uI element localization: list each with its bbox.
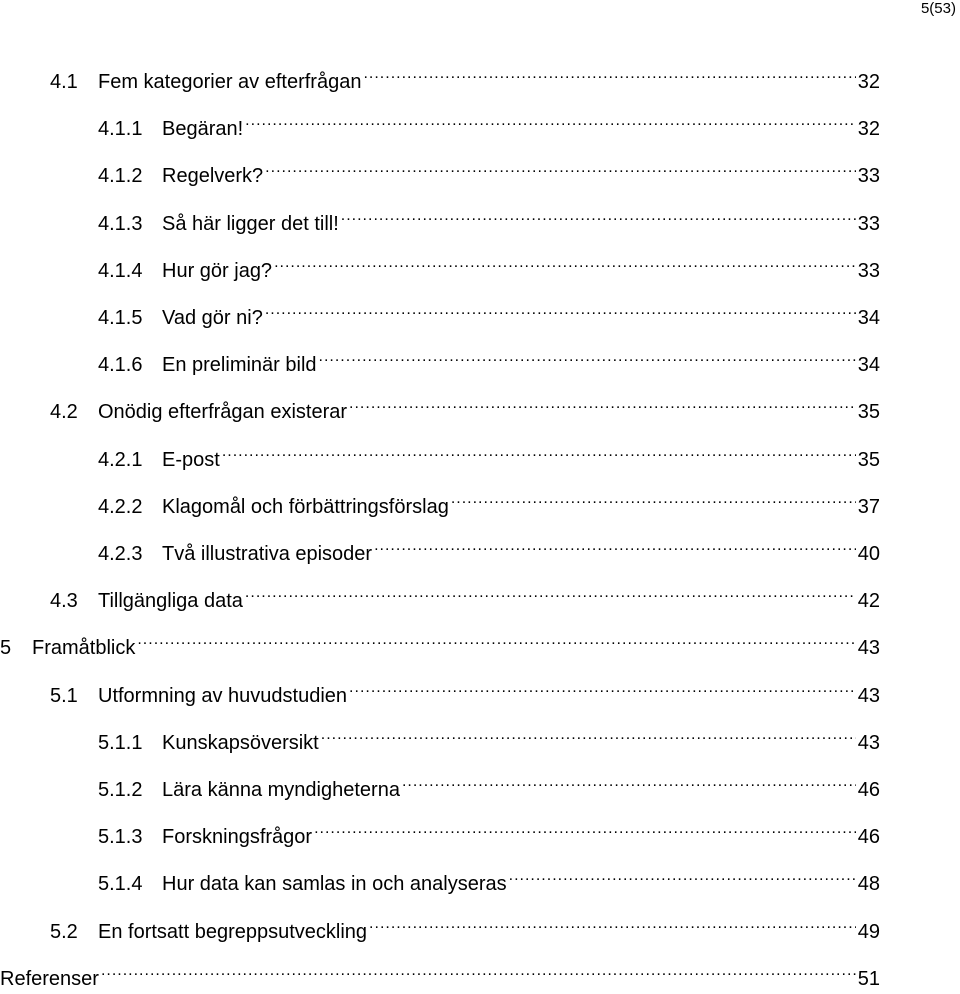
toc-entry-title: En fortsatt begreppsutveckling [98, 920, 368, 943]
toc-dot-leader [374, 530, 856, 560]
toc-dot-leader [402, 766, 856, 796]
toc-entry-page: 51 [857, 967, 880, 990]
toc-dot-leader [314, 813, 856, 843]
toc-entry-title: Klagomål och förbättringsförslag [162, 495, 449, 518]
toc-entry-page: 46 [857, 779, 880, 801]
toc-dot-leader [222, 436, 856, 466]
toc-entry-number: 4.1.2 [98, 165, 143, 188]
toc-entry-title: Begäran! [162, 118, 244, 141]
toc-entry-title: Lära känna myndigheterna [162, 779, 400, 801]
toc-entry-page: 40 [857, 543, 880, 565]
toc-entry-title: Forskningsfrågor [162, 826, 313, 849]
toc-dot-leader [245, 105, 856, 135]
toc-entry-page: 32 [857, 71, 880, 93]
toc-entry[interactable] [50, 58, 880, 93]
toc-entry-page: 34 [857, 307, 880, 329]
toc-dot-leader [265, 294, 856, 324]
toc-entry-title: Referenser [0, 967, 99, 990]
toc-entry-title: Hur data kan samlas in och analyseras [162, 873, 507, 896]
toc-entry[interactable] [98, 341, 880, 377]
toc-entry-title: E-post [162, 448, 220, 471]
toc-entry[interactable] [98, 294, 880, 329]
toc-entry-title: Onödig efterfrågan existerar [98, 401, 348, 424]
toc-entry[interactable] [0, 955, 880, 990]
toc-dot-leader [349, 388, 856, 418]
toc-dot-leader [265, 152, 856, 182]
toc-entry-number: 4.1.1 [98, 118, 143, 141]
toc-entry-number: 4.3 [50, 590, 78, 613]
toc-entry-title: Vad gör ni? [162, 307, 263, 329]
toc-entry[interactable] [98, 860, 880, 896]
toc-entry[interactable] [50, 388, 880, 424]
toc-entry-number: 5.1 [50, 684, 78, 707]
toc-entry-page: 32 [857, 118, 880, 141]
toc-entry-number: 5.1.3 [98, 826, 143, 849]
toc-dot-leader [341, 200, 856, 230]
toc-dot-leader [321, 719, 856, 749]
toc-entry-number: 4.1.5 [98, 307, 143, 329]
toc-entry-number: 4.2.1 [98, 448, 143, 471]
toc-entry[interactable] [98, 247, 880, 282]
toc-entry-number: 4.1.4 [98, 259, 143, 282]
toc-dot-leader [101, 955, 856, 985]
toc-entry-title: Utformning av huvudstudien [98, 684, 348, 707]
toc-entry-page: 33 [857, 212, 880, 235]
toc-entry[interactable] [98, 200, 880, 235]
toc-entry-number: 5.1.4 [98, 873, 143, 896]
toc-entry-page: 43 [857, 684, 880, 707]
toc-entry[interactable] [98, 152, 880, 188]
toc-dot-leader [137, 624, 855, 654]
toc-dot-leader [509, 860, 856, 890]
toc-dot-leader [363, 58, 855, 88]
toc-entry-title: Kunskapsöversikt [162, 731, 319, 754]
toc-entry-number: 4.1.3 [98, 212, 143, 235]
toc-entry[interactable] [0, 624, 880, 660]
toc-entry-title: Så här ligger det till! [162, 212, 339, 235]
toc-entry[interactable] [98, 483, 880, 518]
toc-dot-leader [349, 672, 856, 702]
toc-entry-title: Två illustrativa episoder [162, 543, 373, 565]
toc-entry-number: 4.2.2 [98, 495, 143, 518]
toc-entry-title: Regelverk? [162, 165, 264, 188]
toc-entry[interactable] [98, 105, 880, 141]
page-number: 5(53) [920, 0, 956, 17]
toc-entry-page: 37 [857, 495, 880, 518]
toc-entry[interactable] [98, 813, 880, 849]
toc-entry-page: 34 [857, 354, 880, 377]
toc-entry-page: 49 [857, 920, 880, 943]
toc-entry[interactable] [50, 908, 880, 943]
toc-entry-number: 5.1.1 [98, 731, 143, 754]
toc-entry-number: 4.1.6 [98, 354, 143, 377]
toc-entry[interactable] [98, 436, 880, 471]
toc-entry-page: 46 [857, 826, 880, 849]
toc-entry[interactable] [50, 672, 880, 707]
toc-entry-number: 4.2.3 [98, 543, 143, 565]
toc-entry-title: Framåtblick [32, 637, 136, 660]
toc-entry-page: 35 [857, 448, 880, 471]
toc-entry-number: 4.1 [50, 71, 78, 93]
toc-entry-page: 43 [857, 637, 880, 660]
toc-entry-number: 5.1.2 [98, 779, 143, 801]
toc-dot-leader [245, 577, 856, 607]
toc-entry-page: 42 [857, 590, 880, 613]
toc-entry-number: 5.2 [50, 920, 78, 943]
toc-entry-page: 48 [857, 873, 880, 896]
toc-entry-number: 5 [0, 637, 12, 660]
toc-entry-page: 43 [857, 731, 880, 754]
toc-entry-title: Fem kategorier av efterfrågan [98, 71, 362, 93]
toc-dot-leader [319, 341, 856, 371]
toc-entry[interactable] [98, 719, 880, 754]
toc-dot-leader [369, 908, 856, 938]
toc-entry-number: 4.2 [50, 401, 78, 424]
toc-entry-page: 33 [857, 165, 880, 188]
toc-entry[interactable] [98, 530, 880, 565]
toc-entry-title: En preliminär bild [162, 354, 317, 377]
toc-entry-page: 33 [857, 259, 880, 282]
toc-entry-title: Hur gör jag? [162, 259, 273, 282]
toc-dot-leader [274, 247, 856, 277]
toc-entry-page: 35 [857, 401, 880, 424]
toc-entry-title: Tillgängliga data [98, 590, 243, 613]
toc-entry[interactable] [98, 766, 880, 801]
toc-dot-leader [451, 483, 856, 513]
toc-entry[interactable] [50, 577, 880, 613]
